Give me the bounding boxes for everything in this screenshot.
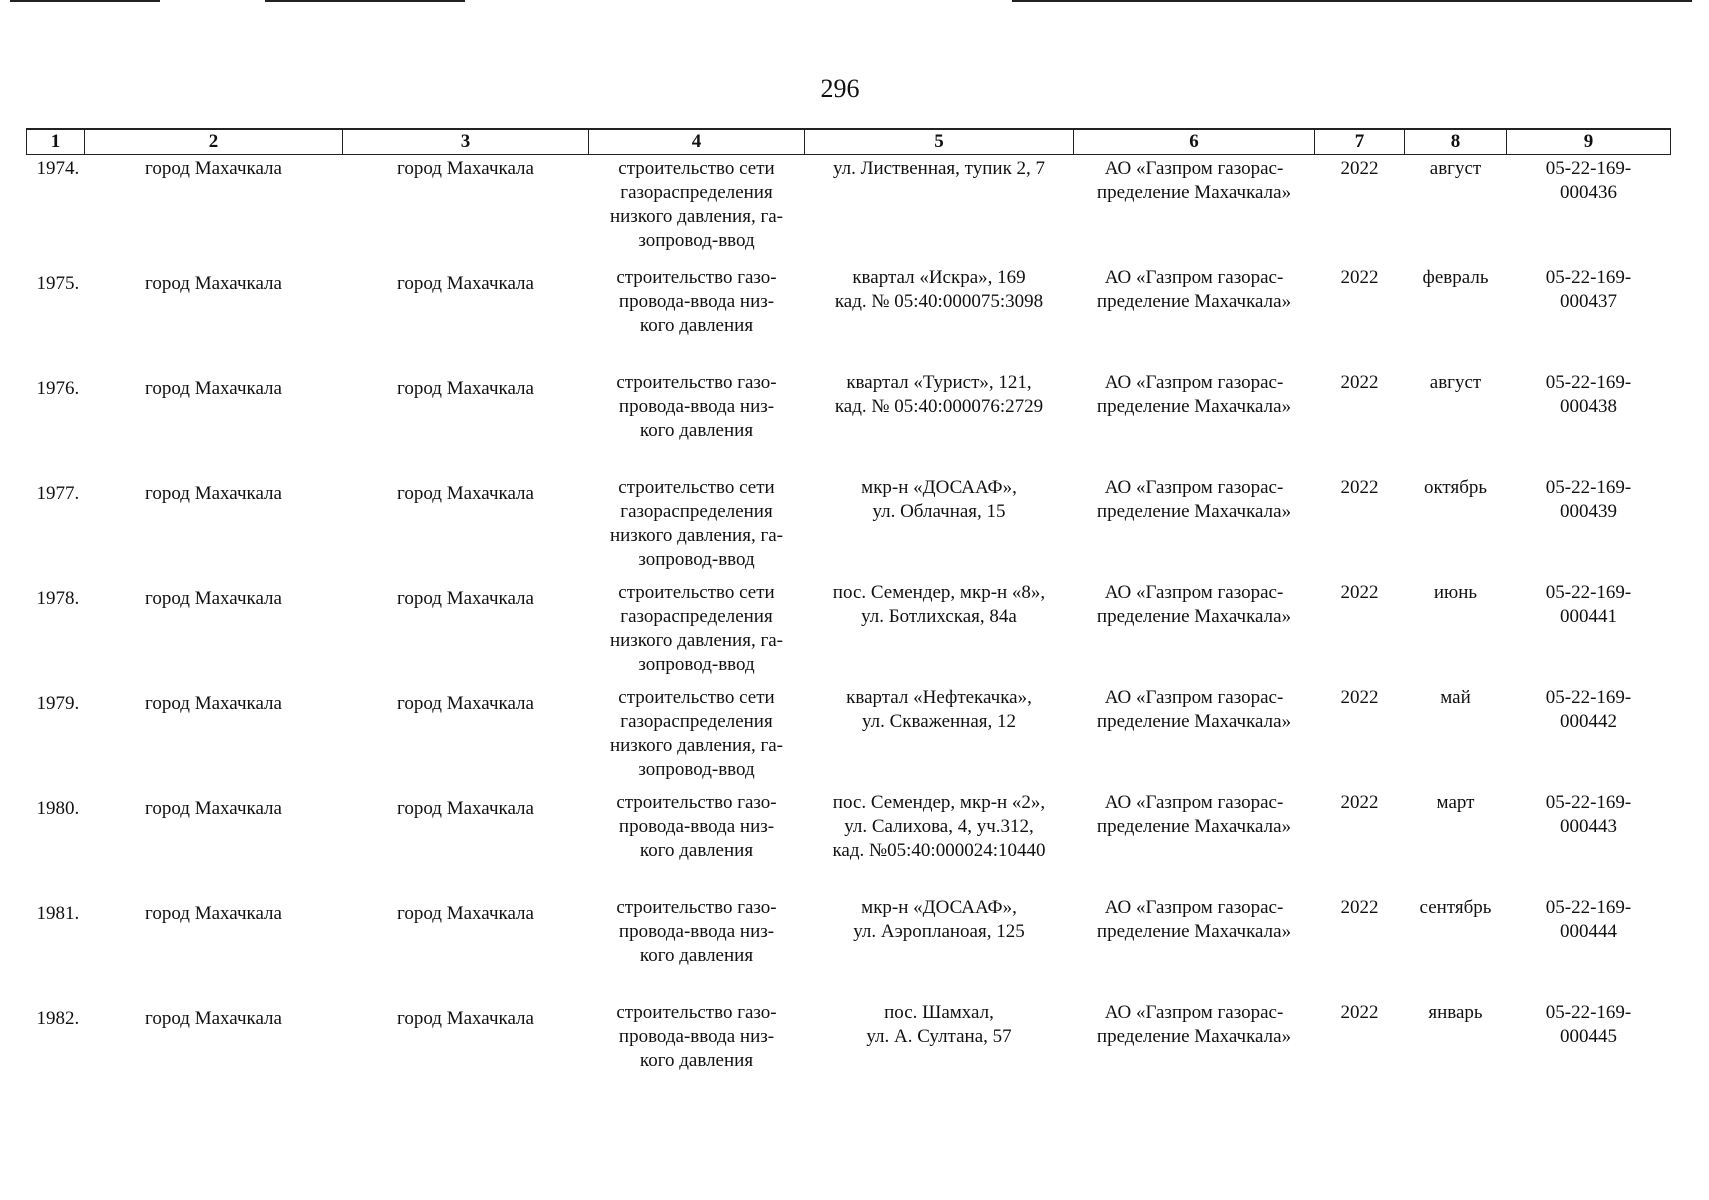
month-cell-text: июнь [1433,582,1478,603]
month-cell [1405,474,1507,579]
table-row [27,155,1671,265]
year-cell [1315,369,1405,474]
month-cell-text: август [1429,158,1482,179]
district-cell [85,474,343,579]
district-cell-text: город Махачкала [145,273,282,294]
organization-cell [1074,264,1315,369]
address-cell [805,684,1074,789]
row-number [27,579,85,684]
district-cell [85,369,343,474]
row-number [27,369,85,474]
settlement-cell [343,789,589,894]
registry-code-cell-text: 05-22-169- 000437 [1545,267,1632,312]
table-header [27,129,1671,155]
registry-code-cell [1507,264,1671,369]
page-number: 296 [820,74,860,103]
month-cell [1405,264,1507,369]
row-number [27,264,85,369]
registry-code-cell-text: 05-22-169- 000441 [1545,582,1632,627]
registry-code-cell-text: 05-22-169- 000436 [1545,158,1632,203]
table-row [27,894,1671,999]
registry-code-cell-text: 05-22-169- 000444 [1545,897,1632,942]
month-cell [1405,369,1507,474]
address-cell [805,579,1074,684]
work-type-cell-text: строительство сети газораспределения низкого давления, га- зопровод-ввод [609,687,784,780]
table-row [27,789,1671,894]
table-row [27,369,1671,474]
settlement-cell [343,579,589,684]
district-cell-text: город Махачкала [145,1008,282,1029]
address-cell-text: ул. Лиственная, тупик 2, 7 [832,158,1046,179]
work-type-cell [589,894,805,999]
row-number-text: 1980. [36,798,80,819]
settlement-cell [343,264,589,369]
work-type-cell [589,264,805,369]
year-cell [1315,684,1405,789]
table-row [27,579,1671,684]
registry-code-cell-text: 05-22-169- 000442 [1545,687,1632,732]
column-number-row [27,129,1671,155]
row-number [27,155,85,265]
month-cell [1405,999,1507,1104]
year-cell [1315,789,1405,894]
settlement-cell-text: город Махачкала [397,1008,534,1029]
work-type-cell [589,155,805,265]
registry-code-cell [1507,579,1671,684]
column-number-6: 6 [1074,129,1315,155]
work-type-cell [589,474,805,579]
month-cell-text: май [1440,687,1471,708]
month-cell [1405,894,1507,999]
work-type-cell [589,684,805,789]
month-cell-text: сентябрь [1419,897,1492,918]
address-cell-text: мкр-н «ДОСААФ», ул. Облачная, 15 [861,477,1017,522]
work-type-cell-text: строительство газо- провода-ввода низ- кого давления [616,372,777,441]
work-type-cell-text: строительство сети газораспределения низкого давления, га- зопровод-ввод [609,477,784,570]
year-cell [1315,155,1405,265]
scan-edge-left [10,0,160,2]
row-number-text: 1977. [36,483,80,504]
address-cell [805,789,1074,894]
row-number-text: 1979. [36,693,80,714]
address-cell [805,155,1074,265]
organization-cell-text: АО «Газпром газорас- пределение Махачкала» [1096,372,1292,417]
work-type-cell-text: строительство газо- провода-ввода низ- кого давления [616,792,777,861]
district-cell-text: город Махачкала [145,378,282,399]
district-cell [85,894,343,999]
organization-cell-text: АО «Газпром газорас- пределение Махачкала» [1096,477,1292,522]
work-type-cell-text: строительство газо- провода-ввода низ- кого давления [616,1002,777,1071]
table-row [27,684,1671,789]
registry-code-cell [1507,684,1671,789]
organization-cell [1074,999,1315,1104]
row-number [27,999,85,1104]
registry-code-cell [1507,999,1671,1104]
year-cell-text: 2022 [1340,897,1379,918]
organization-cell [1074,789,1315,894]
row-number [27,894,85,999]
row-number [27,474,85,579]
organization-cell-text: АО «Газпром газорас- пределение Махачкала» [1096,897,1292,942]
year-cell-text: 2022 [1340,582,1379,603]
district-cell [85,264,343,369]
settlement-cell [343,474,589,579]
month-cell-text: март [1436,792,1475,813]
month-cell-text: февраль [1422,267,1489,288]
organization-cell-text: АО «Газпром газорас- пределение Махачкала» [1096,158,1292,203]
settlement-cell-text: город Махачкала [397,483,534,504]
settlement-cell-text: город Махачкала [397,273,534,294]
work-type-cell-text: строительство сети газораспределения низкого давления, га- зопровод-ввод [609,158,784,251]
year-cell [1315,264,1405,369]
column-number-4: 4 [589,129,805,155]
settlement-cell-text: город Махачкала [397,588,534,609]
address-cell-text: квартал «Нефтекачка», ул. Скваженная, 12 [846,687,1032,732]
work-type-cell-text: строительство сети газораспределения низкого давления, га- зопровод-ввод [609,582,784,675]
scan-edge-middle [265,0,465,2]
registry-code-cell-text: 05-22-169- 000443 [1545,792,1632,837]
district-cell [85,579,343,684]
work-type-cell [589,789,805,894]
address-cell-text: мкр-н «ДОСААФ», ул. Аэропланоая, 125 [853,897,1025,942]
address-cell [805,894,1074,999]
address-cell [805,264,1074,369]
table-body [27,155,1671,1105]
district-cell [85,155,343,265]
district-cell [85,789,343,894]
table-row [27,264,1671,369]
registry-code-cell [1507,789,1671,894]
month-cell [1405,579,1507,684]
table-row [27,474,1671,579]
registry-code-cell-text: 05-22-169- 000438 [1545,372,1632,417]
month-cell [1405,155,1507,265]
registry-code-cell-text: 05-22-169- 000439 [1545,477,1632,522]
row-number-text: 1981. [36,903,80,924]
row-number-text: 1978. [36,588,80,609]
work-type-cell-text: строительство газо- провода-ввода низ- кого давления [616,897,777,966]
year-cell [1315,474,1405,579]
row-number-text: 1976. [36,378,80,399]
settlement-cell [343,894,589,999]
district-cell [85,999,343,1104]
column-number-1: 1 [27,129,85,155]
address-cell-text: квартал «Турист», 121, кад. № 05:40:000076:2729 [834,372,1044,417]
organization-cell [1074,474,1315,579]
settlement-cell-text: город Махачкала [397,903,534,924]
registry-code-cell [1507,369,1671,474]
organization-cell-text: АО «Газпром газорас- пределение Махачкала» [1096,582,1292,627]
address-cell [805,999,1074,1104]
work-type-cell [589,369,805,474]
address-cell [805,474,1074,579]
row-number-text: 1982. [36,1008,80,1029]
row-number [27,789,85,894]
column-number-9: 9 [1507,129,1671,155]
month-cell-text: август [1429,372,1482,393]
gas-works-table [26,128,1671,1104]
year-cell-text: 2022 [1340,477,1379,498]
year-cell-text: 2022 [1340,158,1379,179]
registry-code-cell [1507,894,1671,999]
settlement-cell [343,369,589,474]
year-cell [1315,579,1405,684]
district-cell-text: город Махачкала [145,158,282,179]
organization-cell [1074,579,1315,684]
month-cell-text: январь [1428,1002,1483,1023]
registry-code-cell-text: 05-22-169- 000445 [1545,1002,1632,1047]
settlement-cell [343,155,589,265]
column-number-8: 8 [1405,129,1507,155]
district-cell-text: город Махачкала [145,693,282,714]
year-cell-text: 2022 [1340,372,1379,393]
address-cell-text: пос. Семендер, мкр-н «8», ул. Ботлихская, 84а [832,582,1046,627]
work-type-cell [589,999,805,1104]
address-cell [805,369,1074,474]
district-cell [85,684,343,789]
address-cell-text: пос. Шамхал, ул. А. Султана, 57 [866,1002,1012,1047]
settlement-cell-text: город Махачкала [397,158,534,179]
month-cell [1405,684,1507,789]
organization-cell-text: АО «Газпром газорас- пределение Махачкала» [1096,1002,1292,1047]
row-number [27,684,85,789]
settlement-cell-text: город Махачкала [397,693,534,714]
district-cell-text: город Махачкала [145,483,282,504]
month-cell [1405,789,1507,894]
registry-code-cell [1507,155,1671,265]
settlement-cell [343,684,589,789]
organization-cell-text: АО «Газпром газорас- пределение Махачкала» [1096,792,1292,837]
settlement-cell [343,999,589,1104]
year-cell-text: 2022 [1340,1002,1379,1023]
address-cell-text: квартал «Искра», 169 кад. № 05:40:000075:3098 [834,267,1044,312]
row-number-text: 1974. [36,158,80,179]
organization-cell [1074,684,1315,789]
registry-code-cell [1507,474,1671,579]
organization-cell-text: АО «Газпром газорас- пределение Махачкала» [1096,267,1292,312]
settlement-cell-text: город Махачкала [397,378,534,399]
settlement-cell-text: город Махачкала [397,798,534,819]
year-cell-text: 2022 [1340,687,1379,708]
column-number-7: 7 [1315,129,1405,155]
work-type-cell-text: строительство газо- провода-ввода низ- кого давления [616,267,777,336]
district-cell-text: город Махачкала [145,588,282,609]
year-cell [1315,894,1405,999]
organization-cell [1074,894,1315,999]
organization-cell [1074,369,1315,474]
month-cell-text: октябрь [1423,477,1488,498]
row-number-text: 1975. [36,273,80,294]
work-type-cell [589,579,805,684]
column-number-2: 2 [85,129,343,155]
organization-cell-text: АО «Газпром газорас- пределение Махачкала» [1096,687,1292,732]
address-cell-text: пос. Семендер, мкр-н «2», ул. Салихова, 4, уч.312, кад. №05:40:000024:10440 [832,792,1046,861]
district-cell-text: город Махачкала [145,903,282,924]
year-cell [1315,999,1405,1104]
year-cell-text: 2022 [1340,267,1379,288]
column-number-5: 5 [805,129,1074,155]
table-row [27,999,1671,1104]
column-number-3: 3 [343,129,589,155]
scan-edge-right [1012,0,1692,2]
organization-cell [1074,155,1315,265]
district-cell-text: город Махачкала [145,798,282,819]
year-cell-text: 2022 [1340,792,1379,813]
